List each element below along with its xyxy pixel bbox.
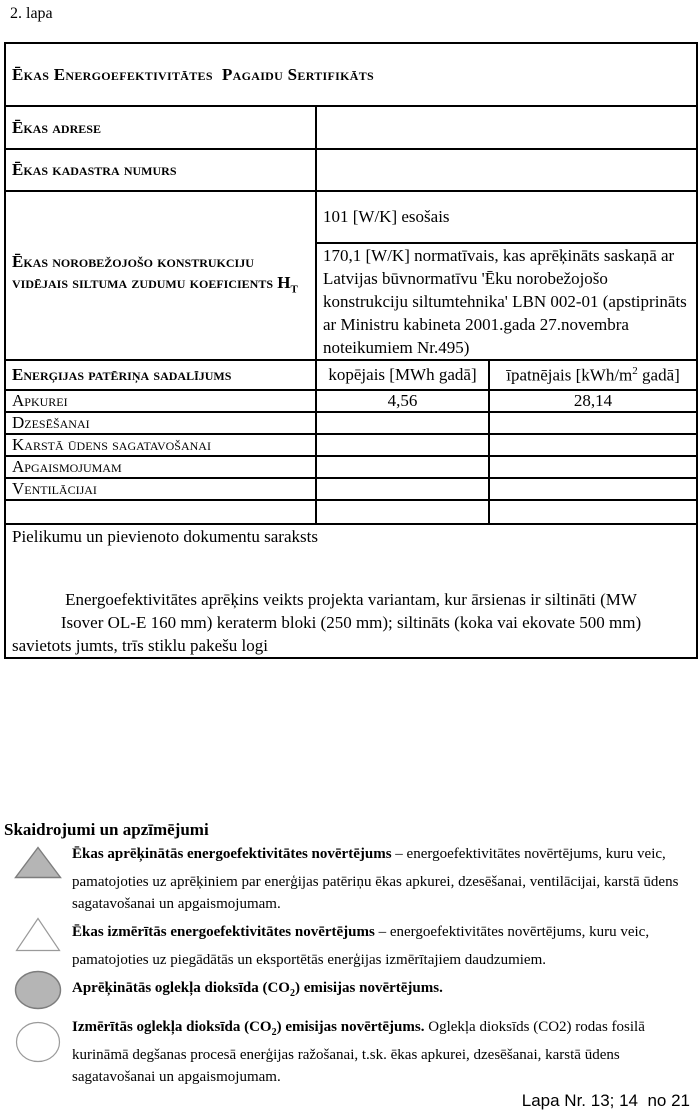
energy-row-karsta-udens: [5, 434, 697, 456]
energy-header-row: [5, 360, 697, 390]
koeficients-label-text: Ēkas norobežojošo konstrukciju vidējais siltuma zudumu koeficients H: [12, 251, 291, 292]
triangle-filled-icon: [4, 846, 72, 879]
specific-header-text: īpatnējais [kWh/m: [506, 365, 633, 385]
legend-bold-text: Izmērītās oglekļa dioksīda (CO: [72, 1019, 272, 1035]
co2-subscript: 2: [289, 988, 295, 999]
legend-item-text: [72, 977, 698, 1005]
adrese-row: [5, 106, 697, 149]
legend-item: [4, 921, 698, 971]
kadastra-value-cell: [316, 149, 697, 191]
empty-cell: [316, 500, 489, 524]
legend-item: [4, 977, 698, 1010]
legend-bold-text: ) emisijas novērtējums.: [294, 980, 443, 996]
energy-col-specific-header: [489, 360, 697, 390]
energy-total-value: [316, 434, 489, 456]
legend-heading: Skaidrojumi un apzīmējumi: [4, 820, 209, 839]
adrese-label: Ēkas adrese: [5, 106, 316, 149]
energy-row-dzesesanai: [5, 412, 697, 434]
certificate-table: [4, 42, 698, 659]
energy-total-value: 4,56: [316, 390, 489, 412]
energy-row-label: Apgaismojumam: [5, 456, 316, 478]
energy-row-apgaismojumam: [5, 456, 697, 478]
energy-specific-value: [489, 478, 697, 500]
legend-plain-text: – energoefektivitātes novērtējums, kuru veic, pamatojoties uz aprēķiniem par enerģijas patēriņu ēkas apkurei, dzesēšanai, ventilācijai, karstā ūdens sagatavošanai un apgaismojumam.: [72, 846, 679, 912]
energy-col-total-header: kopējais [MWh gadā]: [316, 360, 489, 390]
empty-cell: [489, 500, 697, 524]
legend-item-text: [72, 921, 698, 971]
energy-total-value: [316, 456, 489, 478]
co2-subscript: 2: [271, 1027, 277, 1038]
legend-bold-text: Aprēķinātās oglekļa dioksīda (CO: [72, 980, 290, 996]
legend-plain-text: Oglekļa dioksīds (CO2) rodas fosilā kurināmā degšanas procesā enerģijas ražošanai, t.sk. ēkas apkurei, dzesēšanai, karstā ūdens sagatavošanai un apgaismojumam.: [72, 1019, 645, 1085]
energy-row-label: Karstā ūdens sagatavošanai: [5, 434, 316, 456]
koeficients-row-top: [5, 191, 697, 243]
legend-bold-text: Ēkas izmērītās energoefektivitātes novērtējums: [72, 924, 375, 940]
empty-cell: [5, 500, 316, 524]
page-number-footer: Lapa Nr. 13; 14 no 21: [521, 1091, 690, 1110]
legend-item: [4, 843, 698, 915]
certificate-title: Ēkas Energoefektivitātes Pagaidu Sertifikāts: [5, 43, 697, 106]
legend-plain-text: – energoefektivitātes novērtējums, kuru veic, pamatojoties uz piegādātās un eksportētās enerģijas izmērītajiem daudzumiem.: [72, 924, 650, 968]
energy-specific-value: [489, 434, 697, 456]
kadastra-label: Ēkas kadastra numurs: [5, 149, 316, 191]
circle-outline-icon: [4, 1021, 72, 1063]
legend-section: [4, 820, 698, 1094]
legend-bold-text: Ēkas aprēķinātās energoefektivitātes novērtējums: [72, 846, 392, 862]
energy-total-value: [316, 478, 489, 500]
subscript-t: T: [290, 283, 298, 296]
energy-total-value: [316, 412, 489, 434]
kadastra-row: [5, 149, 697, 191]
energy-row-label: Dzesēšanai: [5, 412, 316, 434]
energy-row-apkurei: [5, 390, 697, 412]
koeficients-label-cell: [5, 191, 316, 360]
legend-item-text: [72, 1016, 698, 1088]
pielikumi-line: Energoefektivitātes aprēķins veikts projekta variantam, kur ārsienas ir siltināti (MW: [65, 590, 637, 609]
energy-specific-value: 28,14: [489, 390, 697, 412]
pielikumi-section: [5, 524, 697, 658]
page-number-top: 2. lapa: [10, 5, 53, 22]
energy-row-ventilacijai: [5, 478, 697, 500]
koeficients-normativais-cell: 170,1 [W/K] normatīvais, kas aprēķināts saskaņā ar Latvijas būvnormatīvu 'Ēku norobežojošo konstrukciju siltumtehnika' LBN 002-01 (apstiprināts ar Ministru kabineta 2001.gada 27.novembra noteikumiem Nr.495): [316, 243, 697, 360]
pielikumi-title: Pielikumu un pievienoto dokumentu saraksts: [12, 527, 318, 546]
pielikumi-row: [5, 524, 697, 658]
energy-specific-value: [489, 456, 697, 478]
circle-filled-icon: [4, 970, 72, 1010]
title-row: [5, 43, 697, 106]
legend-bold-text: ) emisijas novērtējums.: [276, 1019, 425, 1035]
superscript-2: 2: [632, 364, 638, 377]
energy-row-label: Apkurei: [5, 390, 316, 412]
pielikumi-line: savietots jumts, trīs stiklu pakešu logi: [12, 636, 268, 655]
adrese-value-cell: [316, 106, 697, 149]
legend-item-text: [72, 843, 698, 915]
energy-header-label: Enerģijas patēriņa sadalījums: [5, 360, 316, 390]
energy-row-label: Ventilācijai: [5, 478, 316, 500]
empty-row: [5, 500, 697, 524]
specific-header-unit: gadā]: [637, 365, 680, 385]
energy-specific-value: [489, 412, 697, 434]
koeficients-esosais-cell: 101 [W/K] esošais: [316, 191, 697, 243]
triangle-outline-icon: [4, 917, 72, 952]
pielikumi-line: Isover OL-E 160 mm) keraterm bloki (250 mm); siltināts (koka vai ekovate 500 mm): [60, 613, 642, 632]
legend-item: [4, 1016, 698, 1088]
